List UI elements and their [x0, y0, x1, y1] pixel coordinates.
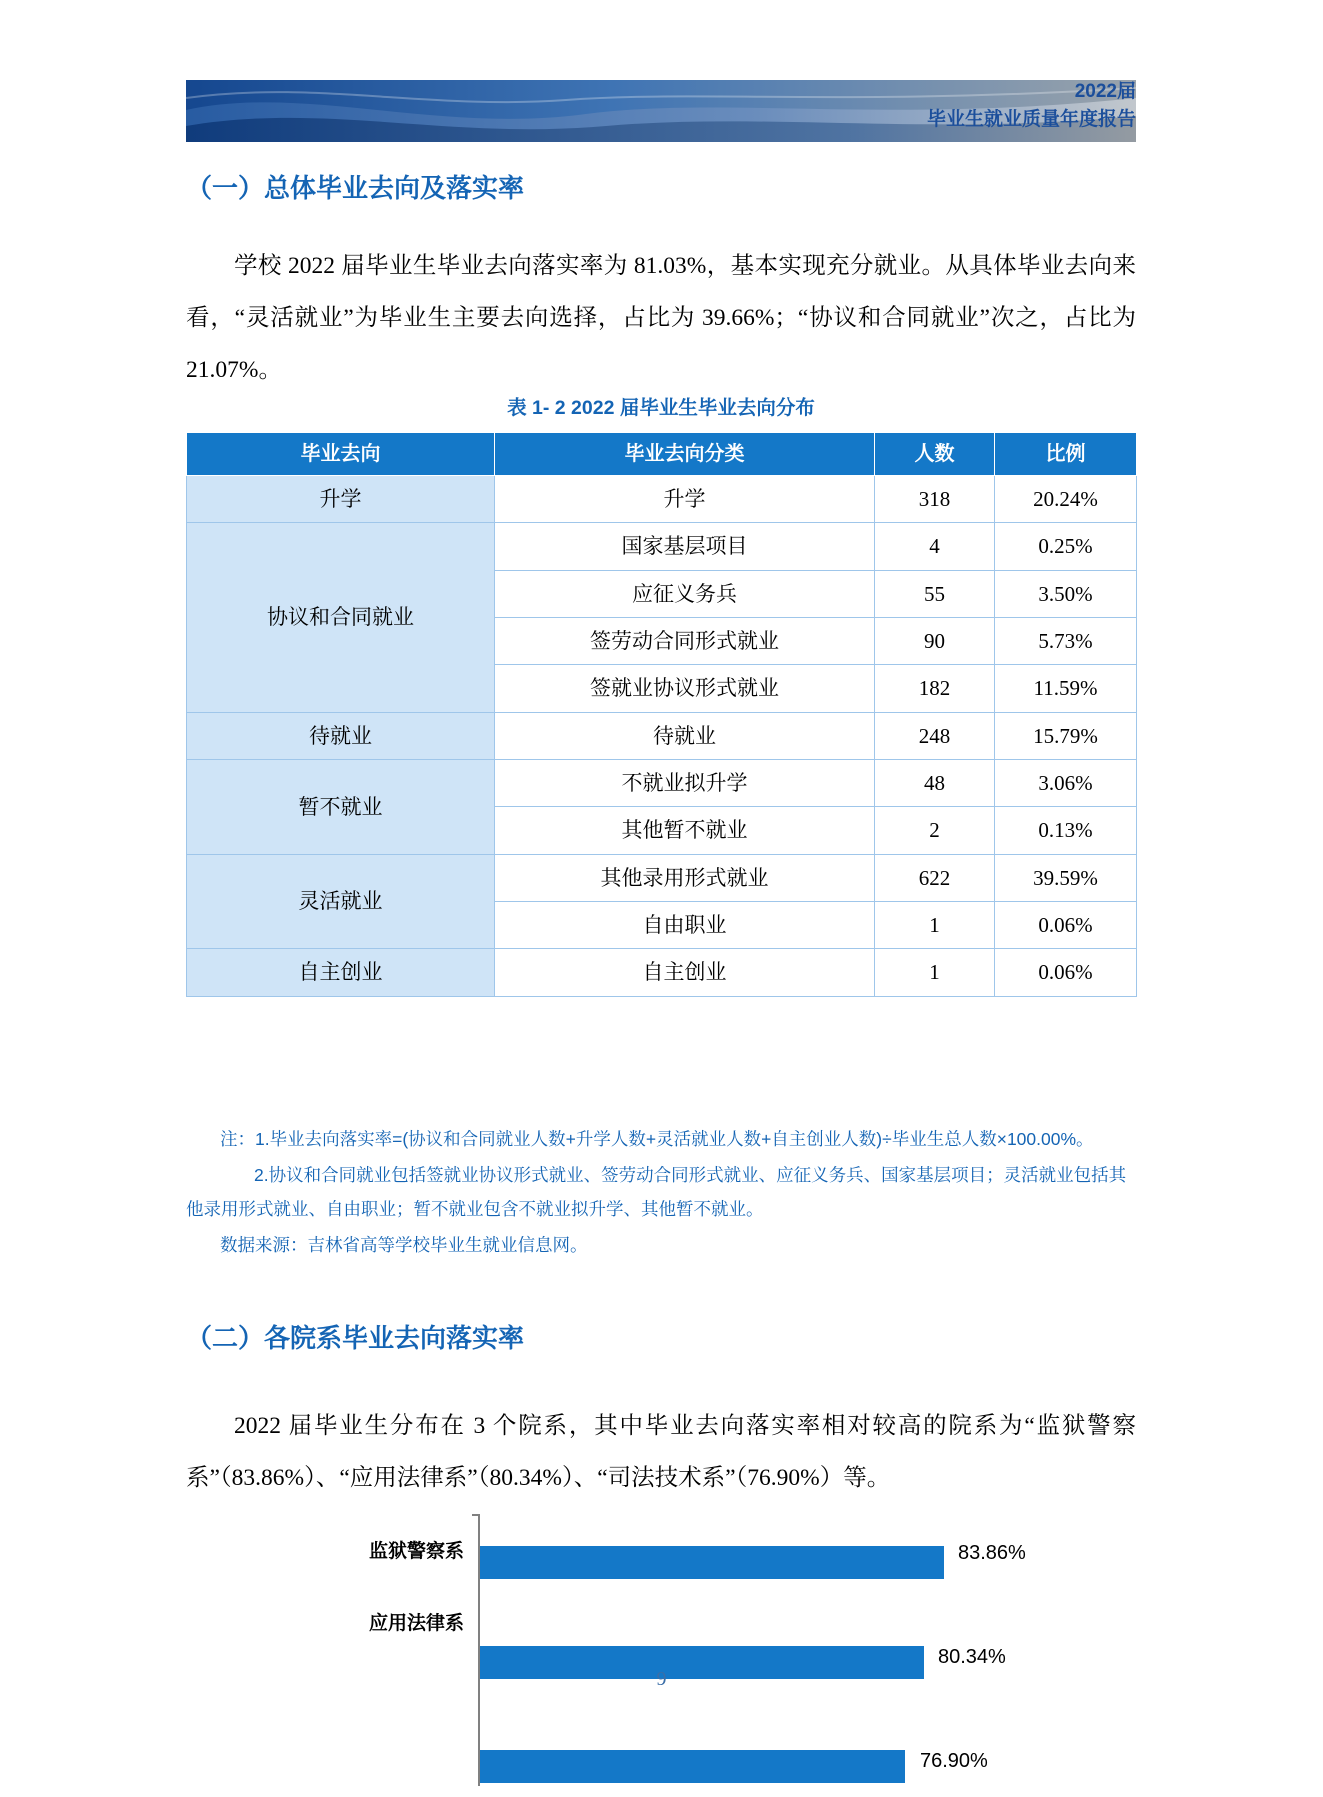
cell-category: 待就业 [187, 712, 495, 759]
cell-subcategory: 其他暂不就业 [495, 807, 875, 854]
chart-bar-row [186, 1508, 1136, 1598]
col-header-ratio: 比例 [995, 433, 1137, 476]
cell-count: 55 [875, 570, 995, 617]
cell-category: 灵活就业 [187, 854, 495, 949]
cell-ratio: 5.73% [995, 618, 1137, 665]
cell-subcategory: 待就业 [495, 712, 875, 759]
cell-ratio: 3.06% [995, 760, 1137, 807]
table-row [187, 712, 1137, 759]
cell-category: 升学 [187, 476, 495, 523]
chart-value-label: 83.86% [958, 1542, 1026, 1564]
cell-count: 90 [875, 618, 995, 665]
cell-ratio: 3.50% [995, 570, 1137, 617]
cell-count: 248 [875, 712, 995, 759]
table-caption: 表 1- 2 2022 届毕业生毕业去向分布 [507, 397, 815, 419]
cell-count: 2 [875, 807, 995, 854]
cell-subcategory: 签就业协议形式就业 [495, 665, 875, 712]
cell-category: 暂不就业 [187, 760, 495, 855]
cell-ratio: 15.79% [995, 712, 1137, 759]
table-header-row [187, 433, 1137, 476]
col-header-destination: 毕业去向 [187, 433, 495, 476]
chart-bar [480, 1750, 905, 1783]
table-row [187, 949, 1137, 996]
note-1: 注：1.毕业去向落实率=(协议和合同就业人数+升学人数+灵活就业人数+自主创业人数)÷毕业生总人数×100.00%。 [220, 1129, 1094, 1149]
cell-subcategory: 自主创业 [495, 949, 875, 996]
header-title-block [716, 78, 1136, 133]
cell-category: 自主创业 [187, 949, 495, 996]
section-heading-departments: （二）各院系毕业去向落实率 [186, 1323, 525, 1353]
cell-count: 1 [875, 949, 995, 996]
chart-bar [480, 1546, 944, 1579]
paragraph-departments: 2022 届毕业生分布在 3 个院系，其中毕业去向落实率相对较高的院系为“监狱警察系”（83.86%）、“应用法律系”（80.34%）、“司法技术系”（76.90%）等。 [186, 1413, 1136, 1491]
cell-ratio: 11.59% [995, 665, 1137, 712]
header-year: 2022届 [1074, 81, 1136, 102]
cell-ratio: 0.06% [995, 949, 1137, 996]
chart-bar-row [186, 1704, 1136, 1794]
cell-subcategory: 签劳动合同形式就业 [495, 618, 875, 665]
table-row [187, 476, 1137, 523]
department-placement-rate-chart [186, 1508, 1136, 1793]
cell-count: 622 [875, 854, 995, 901]
cell-count: 48 [875, 760, 995, 807]
header-report-name: 毕业生就业质量年度报告 [926, 108, 1136, 130]
col-header-destination-category: 毕业去向分类 [495, 433, 875, 476]
cell-subcategory: 自由职业 [495, 902, 875, 949]
cell-subcategory: 其他录用形式就业 [495, 854, 875, 901]
cell-ratio: 0.13% [995, 807, 1137, 854]
cell-count: 318 [875, 476, 995, 523]
page-number: 9 [656, 1668, 667, 1690]
graduate-destination-table [186, 432, 1137, 997]
chart-value-label: 76.90% [920, 1750, 988, 1772]
cell-ratio: 0.06% [995, 902, 1137, 949]
note-data-source: 数据来源：吉林省高等学校毕业生就业信息网。 [220, 1235, 588, 1255]
section-heading-overall: （一）总体毕业去向及落实率 [186, 173, 525, 203]
cell-category: 协议和合同就业 [187, 523, 495, 712]
cell-count: 182 [875, 665, 995, 712]
table-row [187, 854, 1137, 901]
cell-ratio: 39.59% [995, 854, 1137, 901]
cell-subcategory: 应征义务兵 [495, 570, 875, 617]
cell-count: 1 [875, 902, 995, 949]
table-row [187, 760, 1137, 807]
cell-ratio: 20.24% [995, 476, 1137, 523]
chart-value-label: 80.34% [938, 1646, 1006, 1668]
table-notes [186, 1122, 1136, 1264]
cell-ratio: 0.25% [995, 523, 1137, 570]
note-2: 2.协议和合同就业包括签就业协议形式就业、签劳动合同形式就业、应征义务兵、国家基层项目；灵活就业包括其他录用形式就业、自由职业；暂不就业包含不就业拟升学、其他暂不就业。 [186, 1165, 1127, 1219]
cell-subcategory: 不就业拟升学 [495, 760, 875, 807]
cell-subcategory: 国家基层项目 [495, 523, 875, 570]
cell-count: 4 [875, 523, 995, 570]
paragraph-overall: 学校 2022 届毕业生毕业去向落实率为 81.03%，基本实现充分就业。从具体毕业去向来看，“灵活就业”为毕业生主要去向选择，占比为 39.66%；“协议和合同就业”次之，占比为 21.07%。 [186, 253, 1136, 383]
table-row [187, 523, 1137, 570]
chart-category-label: 应用法律系 [368, 1613, 464, 1634]
col-header-count: 人数 [875, 433, 995, 476]
cell-subcategory: 升学 [495, 476, 875, 523]
chart-category-label: 监狱警察系 [368, 1541, 464, 1562]
